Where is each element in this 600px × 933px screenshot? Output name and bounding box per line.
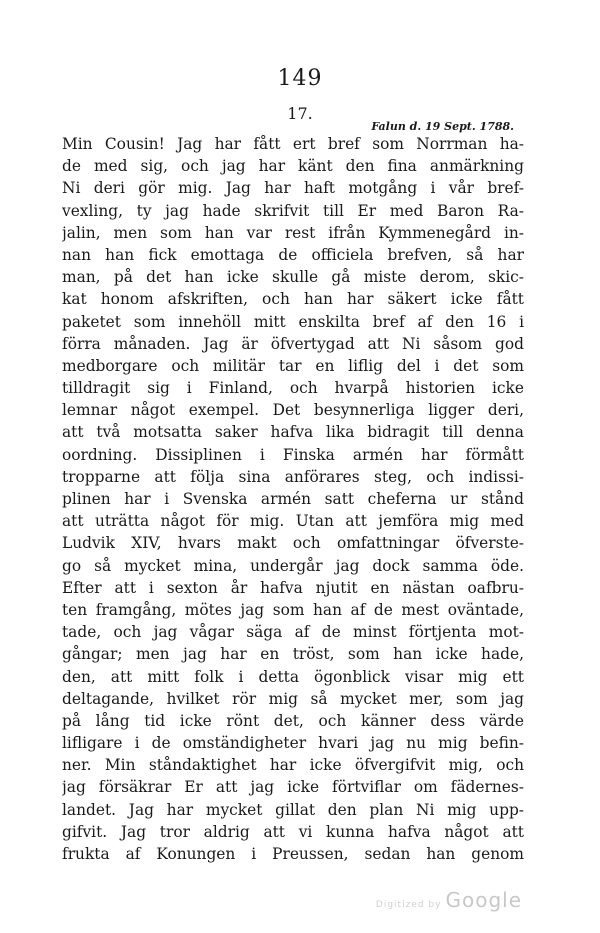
text-line: att uträtta något för mig. Utan att jemföra mig med [62,512,524,531]
text-line: Ludvik XIV, hvars makt och omfattningar öfverste- [62,534,524,553]
text-line: ner. Min ståndaktighet har icke öfvergifvit mig, och [62,756,524,775]
text-line: lifligare i de omständigheter hvari jag nu mig befin- [62,734,524,753]
text-line: den, att mitt folk i detta ögonblick visar mig ett [62,667,524,686]
letter-number: 17. [287,104,313,123]
text-line: lemnar något exempel. Det besynnerliga ligger deri, [62,401,524,420]
text-line: paketet som innehöll mitt enskilta bref af den 16 i [62,312,524,331]
text-line: medborgare och militär tar en liflig del i det som [62,356,524,375]
text-line: man, på det han icke skulle gå miste derom, skic- [62,268,524,287]
dateline: Falun d. 19 Sept. 1788. [371,120,514,133]
watermark-brand: Google [445,888,522,912]
watermark-prefix: Digitized by [375,900,442,910]
text-line: deltagande, hvilket rör mig så mycket mer, som jag [62,689,524,708]
text-line: gifvit. Jag tror aldrig att vi kunna hafva något att [62,822,524,841]
text-line: förra månaden. Jag är öfvertygad att Ni såsom god [62,334,524,353]
letter-body [62,133,524,865]
text-line: plinen har i Svenska armén satt cheferna ur stånd [62,490,524,508]
text-line: Min Cousin! Jag har fått ert bref som Norrman ha- [62,135,524,153]
text-line: frukta af Konungen i Preussen, sedan han genom [62,845,524,863]
text-line: tade, och jag vågar säga af de minst förtjenta mot- [62,623,524,642]
text-line: jag försäkrar Er att jag icke förtviflar om fädernes- [62,778,524,797]
text-line: gångar; men jag har en tröst, som han icke hade, [62,645,524,664]
text-line: nan han fick emottaga de officiela brefven, så har [62,245,524,264]
text-line: go så mycket mina, undergår jag dock samma öde. [62,556,524,575]
text-line: Ni deri gör mig. Jag har haft motgång i vår bref- [62,179,524,198]
text-line: att två motsatta saker hafva lika bidragit till denna [62,423,524,442]
text-line: tilldragit sig i Finland, och hvarpå historien icke [62,379,524,398]
page-number: 149 [277,66,323,91]
text-line: på lång tid icke rönt det, och känner dess värde [62,711,524,730]
text-line: vexling, ty jag hade skrifvit till Er med Baron Ra- [62,201,524,220]
text-line: tropparne att följa sina anförares steg, och indissi- [62,467,524,486]
text-line: de med sig, och jag har känt den fina anmärkning [62,157,524,176]
text-line: kat honom afskriften, och han har säkert icke fått [62,290,524,309]
text-line: Efter att i sexton år hafva njutit en nästan oafbru- [62,578,524,597]
text-line: oordning. Dissiplinen i Finska armén har förmått [62,445,524,464]
text-line: ten framgång, mötes jag som han af de mest oväntade, [62,600,524,619]
text-line: landet. Jag har mycket gillat den plan Ni mig upp- [62,800,524,819]
google-watermark [376,888,522,912]
text-line: jalin, men som han var rest ifrån Kymmenegård in- [62,223,524,242]
